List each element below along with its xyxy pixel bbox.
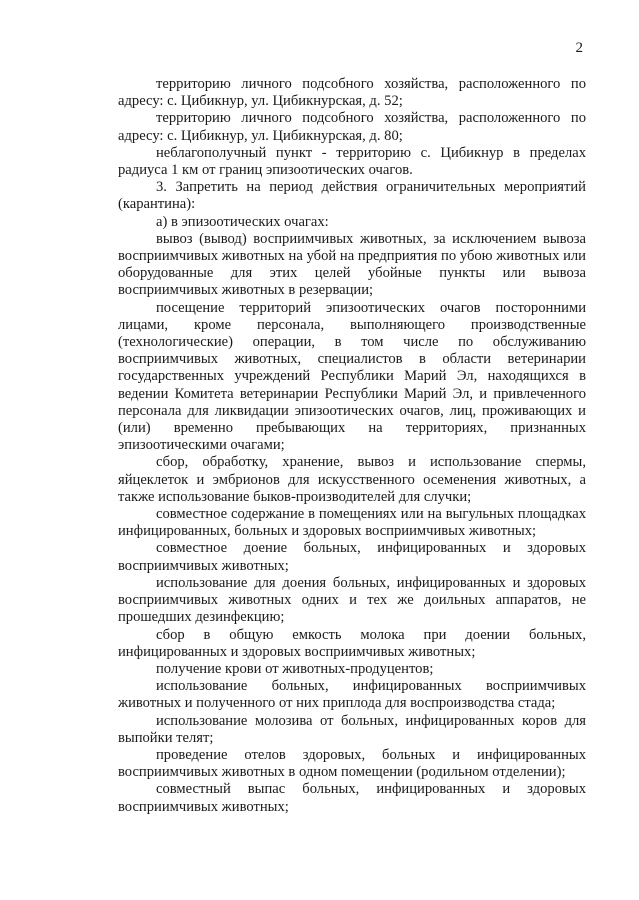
paragraph-colostrum-use: использование молозива от больных, инфицированных коров для выпойки телят; <box>118 712 586 746</box>
paragraph-subitem-a: а) в эпизоотических очагах: <box>156 213 329 230</box>
paragraph-joint-grazing: совместный выпас больных, инфицированных и здоровых восприимчивых животных; <box>118 781 586 815</box>
paragraph-item-3-heading: 3. Запретить на период действия ограничительных мероприятий (карантина): <box>118 179 586 213</box>
paragraph-milk-collection: сбор в общую емкость молока при доении больных, инфицированных и здоровых восприимчивых животных; <box>118 626 586 660</box>
paragraph-territory-52: территорию личного подсобного хозяйства, расположенного по адресу: с. Цибикнур, ул. Цибикнурская, д. 52; <box>118 76 586 110</box>
page-number: 2 <box>575 40 583 56</box>
paragraph-reproduction-use: использование больных, инфицированных восприимчивых животных и полученного от них приплода для воспроизводства стада; <box>118 678 586 712</box>
paragraph-joint-milking: совместное доение больных, инфицированных и здоровых восприимчивых животных; <box>118 540 586 574</box>
paragraph-joint-keeping: совместное содержание в помещениях или на выгульных площадках инфицированных, больных и здоровых восприимчивых животных; <box>118 506 586 540</box>
paragraph-unfavorable-point: неблагополучный пункт - территорию с. Цибикнур в пределах радиуса 1 км от границ эпизоотических очагов. <box>118 144 586 179</box>
paragraph-blood-collection: получение крови от животных-продуцентов; <box>156 660 434 677</box>
document-body <box>118 76 586 816</box>
paragraph-calving: проведение отелов здоровых, больных и инфицированных восприимчивых животных в одном помещении (родильном отделении); <box>118 746 586 781</box>
paragraph-milking-machines: использование для доения больных, инфицированных и здоровых восприимчивых животных одних и тех же доильных аппаратов, не прошедших дезинфекцию; <box>118 574 586 626</box>
paragraph-visit-ban: посещение территорий эпизоотических очагов посторонними лицами, кроме персонала, выполняющего производственные (технологические) операции, в том числе по обслуживанию восприимчивых животных, специалистов в области ветеринарии государственных учреждений Республики Марий Эл, находящихся в ведении Комитета ветеринарии Республики Марий Эл, и привлеченного персонала для ликвидации эпизоотических очагов, лиц, проживающих и (или) временно пребывающих на территориях, признанных эпизоотическими очагами; <box>118 299 586 454</box>
paragraph-semen-collection: сбор, обработку, хранение, вывоз и использование спермы, яйцеклеток и эмбрионов для искусственного осеменения животных, а также использование быков-производителей для случки; <box>118 454 586 505</box>
paragraph-territory-80: территорию личного подсобного хозяйства, расположенного по адресу: с. Цибикнур, ул. Цибикнурская, д. 80; <box>118 110 586 144</box>
paragraph-export-ban: вывоз (вывод) восприимчивых животных, за исключением вывоза восприимчивых животных на убой на предприятия по убою животных или оборудованные для этих целей убойные пункты или вывоза восприимчивых животных в резервации; <box>118 230 586 299</box>
